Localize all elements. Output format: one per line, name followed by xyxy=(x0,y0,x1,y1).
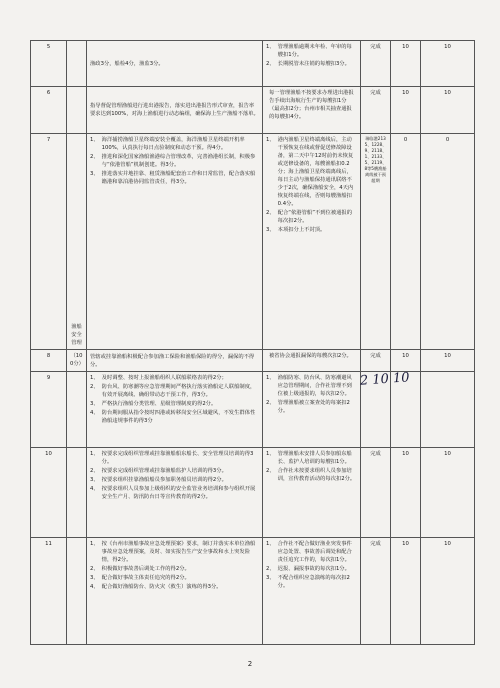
standard-item-number: 4、 xyxy=(90,584,99,590)
row-number: 7 xyxy=(31,134,67,350)
table-row xyxy=(31,87,475,134)
standard-text: 管辖或挂靠渔船积极配合参加渔工保险和渔船保险的得分，漏保的不得分。 xyxy=(90,353,255,368)
deduction-cell xyxy=(263,372,361,448)
deduction-item-number: 3、 xyxy=(266,227,275,233)
score-cell: 10 xyxy=(391,41,421,87)
table-row xyxy=(31,448,475,538)
standard-item-text: 防台风、防寒潮等应急管理期间严格执行落实渔船定人联船制度，有效开展离线、确组带动态干预工作，得3分。 xyxy=(101,384,256,398)
score-cell: 10 xyxy=(391,350,421,372)
deduction-item xyxy=(266,136,357,208)
deduction-cell xyxy=(263,134,361,350)
deduction-item-number: 1、 xyxy=(266,137,275,143)
deduction-item-number: 3、 xyxy=(266,575,275,581)
category-score-note: （10 xyxy=(70,353,83,359)
standard-text: 渔政3分，船检4分，渔监3分。 xyxy=(90,60,164,67)
deduction-item-text: 管理渔船未安排人员参加船东船长、监护人培训的每艘扣1分。 xyxy=(277,451,352,465)
standard-cell xyxy=(87,448,263,538)
deduction-item-text: 合作社不配合做好渔业突发事件应急处置、事故善后调处和配合责任追究工作的，每次扣1分。 xyxy=(277,541,352,563)
final-score-cell: 0 xyxy=(421,134,475,350)
deduction-item-text: 本项扣分上不封顶。 xyxy=(277,227,326,233)
result-cell: 完成 xyxy=(361,350,391,372)
standard-cell xyxy=(87,87,263,134)
standard-item-number: 1、 xyxy=(90,375,99,381)
deduction-item xyxy=(266,540,357,564)
standard-item-number: 2、 xyxy=(90,566,99,572)
final-score-cell: 10 xyxy=(421,448,475,538)
standard-item xyxy=(90,485,259,501)
deduction-item-number: 2、 xyxy=(266,210,275,216)
row-number: 8 xyxy=(31,350,67,372)
category-score-note: 0分） xyxy=(70,361,84,367)
deduction-item-text: 配合“依港管船”不到位被通报的每次扣2分。 xyxy=(277,210,353,224)
standard-item xyxy=(90,583,259,591)
standard-item-text: 按要求完成组织管理或挂靠渔船监护人培训的得3分。 xyxy=(101,468,227,474)
standard-item-text: 及时调整、按时上报渔船组织人联船联络表的得2分； xyxy=(101,375,227,381)
category-cell xyxy=(67,372,87,448)
standard-cell xyxy=(87,372,263,448)
final-score-cell xyxy=(421,372,475,448)
standard-item xyxy=(90,136,259,152)
result-note: 瑞临港2135、1228、9、2118、1、2133、5、2119、8等5艘渔船离线被干预超期 xyxy=(364,136,387,183)
standard-item-text: 按要求组织人员参加上级组织的安全监管业务培训和参与组织开展安全生产月、防汛防台日等宣传教育的得2分。 xyxy=(101,486,256,500)
standard-item xyxy=(90,170,259,186)
standard-item-text: 海洋捕捞渔船卫星终端安装全覆盖，海洋渔船卫星终端开机率100%，认真执行每日点验制度和动态干预。得4分。 xyxy=(101,137,245,151)
deduction-item-text: 每一管理渔船不按要求办理进出港报告手续出海航行生产的每艘扣1分（最高扣2分；台州市相关抽查通报的每艘扣4分。 xyxy=(269,90,354,120)
standard-item xyxy=(90,153,259,169)
deduction-cell xyxy=(263,350,361,372)
standard-item xyxy=(90,383,259,399)
result-cell: 完成 xyxy=(361,448,391,538)
category-label-line: 安全 xyxy=(71,332,82,338)
deduction-item-text: 被省协会通报漏保的每艘次扣2分。 xyxy=(269,353,352,359)
standard-item xyxy=(90,450,259,466)
standard-item-number: 1、 xyxy=(90,451,99,457)
deduction-item-text: 不配合组织应急演练的每次扣2分。 xyxy=(277,575,350,589)
standard-item xyxy=(90,574,259,582)
score-cell: 10 xyxy=(391,448,421,538)
score-cell: 10 xyxy=(391,87,421,134)
row-number: 11 xyxy=(31,538,67,645)
deduction-item xyxy=(266,209,357,225)
deduction-cell xyxy=(263,87,361,134)
category-cell xyxy=(67,448,87,538)
standard-item xyxy=(90,540,259,564)
standard-item-text: 配合做好渔船防台、防火灾（救生）演练的得3分。 xyxy=(101,584,222,590)
standard-item-number: 4、 xyxy=(90,486,99,492)
deduction-item-number: 2、 xyxy=(266,566,275,572)
standard-item-number: 4、 xyxy=(90,410,99,416)
deduction-item-text: 渔船防寒、防台风、防寒潮避风应急管理期间，合作社管理不到位被上级通报的，每次扣2分。 xyxy=(277,375,352,397)
table-row xyxy=(31,134,475,350)
final-score-cell: 10 xyxy=(421,538,475,645)
category-cell xyxy=(67,41,87,87)
deduction-item-number: 2、 xyxy=(266,468,275,474)
deduction-item-number: 2、 xyxy=(266,400,275,406)
result-cell: 完成 xyxy=(361,538,391,645)
deduction-item xyxy=(266,43,357,59)
deduction-item-text: 长期脱管未注销的每艘扣3分。 xyxy=(277,61,350,67)
category-cell xyxy=(67,538,87,645)
result-cell: 完成 xyxy=(361,87,391,134)
standard-item xyxy=(90,565,259,573)
category-cell xyxy=(67,87,87,134)
standard-item-text: 推进落实并地挂靠、租赁渔船配套治工作和日常监管，配合落实船籍港和靠泊港协同监管责任，得3分。 xyxy=(101,171,256,185)
row-number: 9 xyxy=(31,372,67,448)
standard-item-number: 3、 xyxy=(90,477,99,483)
deduction-item xyxy=(266,374,357,398)
final-score-cell: 10 xyxy=(421,350,475,372)
category-label-line: 渔船 xyxy=(71,324,82,330)
standard-item-number: 3、 xyxy=(90,575,99,581)
standard-item-number: 3、 xyxy=(90,401,99,407)
standard-item xyxy=(90,409,259,425)
deduction-item xyxy=(266,565,357,573)
score-cell: 10 xyxy=(391,538,421,645)
standard-item-number: 2、 xyxy=(90,384,99,390)
standard-item-text: 防台期间服从指令按时四港或转移岗安全区域避风，不发生群体性渔船违规事件的得3分 xyxy=(101,410,256,424)
final-score-cell: 10 xyxy=(421,87,475,134)
standard-item-text: 按要求完成组织管理或挂靠渔船船东船长、安全管理员培训的得3分。 xyxy=(101,451,254,465)
deduction-item-text: 合作社未按要求组织人员参加培训，宣传教育活动的每次扣2分。 xyxy=(277,468,356,482)
standard-item xyxy=(90,400,259,408)
standard-text: 指导督促管理渔船进行进出港报告，落实进出港报告形式审查，报告率要求达到100%，对海上渔船进行动态编组，确保海上生产渔船不落单。 xyxy=(90,103,259,117)
deduction-item-number: 2、 xyxy=(266,61,275,67)
standard-item-number: 1、 xyxy=(90,541,99,547)
row-number: 10 xyxy=(31,448,67,538)
deduction-item xyxy=(266,226,357,234)
standard-item-text: 积极做好事故善后调处工作的得2分。 xyxy=(101,566,190,572)
deduction-item xyxy=(266,574,357,590)
deduction-item-text: 港内渔船卫星终端离线后，主动干预恢复在线或督促送修故障设备，第二天中午12时前仍未恢复或送修设备的，每艘渔船扣0.2分；海上渔船卫星终端离线后，每日主动与渔船保持通讯联络不少于2次，确保渔船安全，4天内恢复终端在线，否则每艘渔船扣0.4分。 xyxy=(277,137,354,207)
deduction-cell xyxy=(263,448,361,538)
deduction-item-text: 管理渔船逾期未年检、年审的每艘扣1分。 xyxy=(277,44,352,58)
standard-item xyxy=(90,374,259,382)
table-row xyxy=(31,350,475,372)
deduction-item-number: 1、 xyxy=(266,541,275,547)
deduction-item xyxy=(266,89,357,121)
deduction-item xyxy=(266,450,357,466)
deduction-item-number: 1、 xyxy=(266,451,275,457)
table-row xyxy=(31,538,475,645)
standard-cell xyxy=(87,350,263,372)
deduction-item-number: 1、 xyxy=(266,44,275,50)
score-cell: 0 xyxy=(391,134,421,350)
standard-item xyxy=(90,476,259,484)
result-cell: 完成 xyxy=(361,41,391,87)
deduction-item xyxy=(266,467,357,483)
standard-item-number: 3、 xyxy=(90,171,99,177)
standard-item-text: 配合做好事故主体责任追究的得2分。 xyxy=(101,575,190,581)
final-score-cell: 10 xyxy=(421,41,475,87)
standard-item xyxy=(90,467,259,475)
deduction-item xyxy=(266,399,357,415)
standard-item-text: 按《台州市渔船事故应急处理预案》要求，制订并落实本单位渔船事故应急处理预案，及时、如实报告生产安全事故和水上突发险情，得2分。 xyxy=(101,541,256,563)
deduction-item xyxy=(266,352,357,360)
standard-cell xyxy=(87,134,263,350)
handwritten-signature: 2 10 10 xyxy=(359,370,410,389)
category-cell xyxy=(67,134,87,350)
category-label-line: 管理 xyxy=(71,340,82,346)
deduction-item-text: 管理渔船被立案查处的每案扣2分。 xyxy=(277,400,350,414)
row-number: 5 xyxy=(31,41,67,87)
deduction-item-number: 1、 xyxy=(266,375,275,381)
standard-item-number: 2、 xyxy=(90,154,99,160)
deduction-cell xyxy=(263,41,361,87)
row-number: 6 xyxy=(31,87,67,134)
page-number: 2 xyxy=(247,660,253,668)
deduction-item xyxy=(266,60,357,68)
standard-item-number: 2、 xyxy=(90,468,99,474)
result-cell xyxy=(361,134,391,350)
table-row xyxy=(31,41,475,87)
standard-item-text: 严格执行渔船分类管理、星级管理制度的得2分。 xyxy=(101,401,217,407)
category-cell xyxy=(67,350,87,372)
standard-item-text: 按要求组织挂靠渔船船员参加职务船员培训的得2分。 xyxy=(101,477,227,483)
standard-item-text: 推进和深化国家渔船渔港综合管理改革，完善渔港组长制，积极参与“依港管船”机制创建。得3分。 xyxy=(101,154,256,168)
deduction-item-text: 迟报、漏报事故的每次扣1分。 xyxy=(277,566,350,572)
deduction-cell xyxy=(263,538,361,645)
assessment-table xyxy=(30,40,475,645)
standard-item-number: 1、 xyxy=(90,137,99,143)
standard-cell xyxy=(87,538,263,645)
standard-cell xyxy=(87,41,263,87)
